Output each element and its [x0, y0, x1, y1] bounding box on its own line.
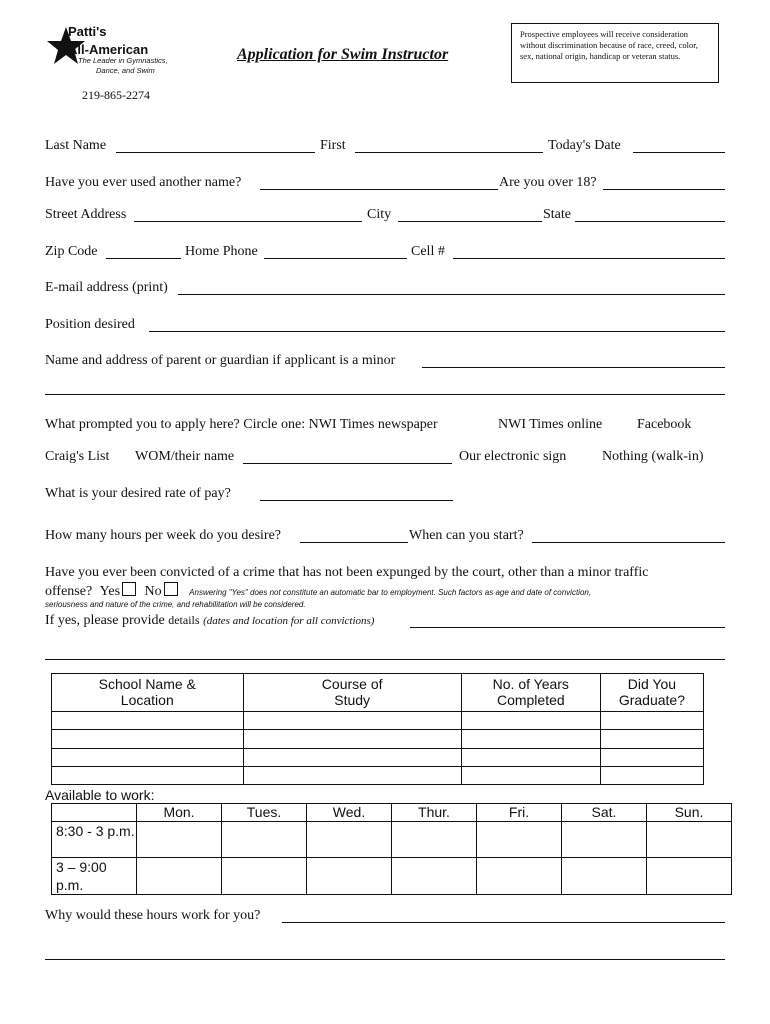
table-cell[interactable]	[243, 767, 461, 785]
no-checkbox[interactable]	[164, 582, 178, 596]
table-cell[interactable]	[52, 767, 244, 785]
why-hours-input[interactable]	[282, 922, 725, 923]
logo-name-line1: Patti's	[68, 24, 107, 39]
table-cell[interactable]	[307, 858, 392, 895]
day-header-wed: Wed.	[307, 804, 392, 822]
table-cell[interactable]	[392, 858, 477, 895]
todays-date-label: Today's Date	[548, 138, 621, 153]
school-header-graduate: Did You Graduate?	[600, 674, 703, 712]
zip-label: Zip Code	[45, 244, 98, 259]
table-cell[interactable]	[600, 712, 703, 730]
start-input[interactable]	[532, 542, 725, 543]
prompted-option-craigslist[interactable]: Craig's List	[45, 449, 110, 464]
table-cell[interactable]	[562, 822, 647, 858]
guardian-input-line2[interactable]	[45, 394, 725, 395]
no-label: No	[144, 584, 162, 599]
table-cell[interactable]	[461, 712, 600, 730]
logo-tagline-2: Dance, and Swim	[96, 66, 155, 75]
details-word: details	[168, 613, 200, 627]
day-header-thu: Thur.	[392, 804, 477, 822]
todays-date-input[interactable]	[633, 152, 725, 153]
zip-input[interactable]	[106, 258, 181, 259]
over-18-input[interactable]	[603, 189, 725, 190]
table-cell[interactable]	[600, 730, 703, 749]
last-name-input[interactable]	[116, 152, 315, 153]
over-18-label: Are you over 18?	[499, 175, 597, 190]
table-cell[interactable]	[461, 749, 600, 767]
why-hours-input-line2[interactable]	[45, 959, 725, 960]
table-row	[52, 730, 704, 749]
page-title: Application for Swim Instructor	[237, 46, 449, 63]
email-label: E-mail address (print)	[45, 280, 168, 295]
table-cell[interactable]	[461, 767, 600, 785]
day-header-fri: Fri.	[477, 804, 562, 822]
other-name-label: Have you ever used another name?	[45, 175, 242, 190]
crime-question: Have you ever been convicted of a crime that has not been expunged by the court, other than a minor traffic	[45, 565, 649, 580]
yes-checkbox[interactable]	[122, 582, 136, 596]
table-cell[interactable]	[600, 767, 703, 785]
slot-label-evening: 3 – 9:00 p.m.	[52, 858, 137, 895]
email-input[interactable]	[178, 294, 725, 295]
crime-details-input[interactable]	[410, 627, 725, 628]
city-input[interactable]	[398, 221, 542, 222]
table-cell[interactable]	[243, 712, 461, 730]
day-header-mon: Mon.	[137, 804, 222, 822]
start-label: When can you start?	[409, 528, 524, 543]
guardian-label: Name and address of parent or guardian if applicant is a minor	[45, 353, 396, 368]
table-row	[52, 749, 704, 767]
hours-input[interactable]	[300, 542, 408, 543]
table-cell[interactable]	[647, 822, 732, 858]
prompted-option-facebook[interactable]: Facebook	[637, 417, 692, 432]
details-note: (dates and location for all convictions)	[203, 615, 375, 627]
table-cell[interactable]	[562, 858, 647, 895]
table-row	[52, 858, 732, 895]
table-cell[interactable]	[647, 858, 732, 895]
crime-details-input-line2[interactable]	[45, 659, 725, 660]
details-text: If yes, please provide	[45, 613, 165, 628]
home-phone-label: Home Phone	[185, 244, 258, 259]
non-discrimination-notice: Prospective employees will receive consideration without discrimination because of race, creed, color, sex, national origin, handicap or veteran status.	[511, 23, 719, 83]
crime-disclaimer-2: seriousness and nature of the crime, and rehabilitation will be considered.	[45, 600, 306, 609]
table-cell[interactable]	[477, 858, 562, 895]
pay-label: What is your desired rate of pay?	[45, 486, 231, 501]
hours-label: How many hours per week do you desire?	[45, 528, 281, 543]
home-phone-input[interactable]	[264, 258, 407, 259]
prompted-option-electronic-sign[interactable]: Our electronic sign	[459, 449, 567, 464]
table-row	[52, 712, 704, 730]
offense-label: offense?	[45, 584, 93, 599]
table-cell[interactable]	[243, 730, 461, 749]
why-hours-label: Why would these hours work for you?	[45, 908, 261, 923]
city-label: City	[367, 207, 392, 222]
first-name-input[interactable]	[355, 152, 543, 153]
table-cell[interactable]	[307, 822, 392, 858]
availability-table	[51, 803, 732, 895]
table-cell[interactable]	[52, 730, 244, 749]
table-cell[interactable]	[600, 749, 703, 767]
prompted-option-wom[interactable]: WOM/their name	[135, 449, 235, 464]
crime-disclaimer-1: Answering "Yes" does not constitute an automatic bar to employment. Such factors as age and date of conviction,	[189, 588, 592, 597]
crime-details-label	[45, 613, 374, 629]
day-header-sat: Sat.	[562, 804, 647, 822]
table-row	[52, 767, 704, 785]
cell-input[interactable]	[453, 258, 725, 259]
table-cell[interactable]	[477, 822, 562, 858]
table-cell[interactable]	[222, 822, 307, 858]
table-cell[interactable]	[137, 822, 222, 858]
school-header-years: No. of Years Completed	[461, 674, 600, 712]
school-table	[51, 673, 704, 785]
street-label: Street Address	[45, 207, 127, 222]
day-header-tue: Tues.	[222, 804, 307, 822]
crime-answer-row	[45, 582, 591, 600]
position-input[interactable]	[149, 331, 725, 332]
day-header-sun: Sun.	[647, 804, 732, 822]
pay-input[interactable]	[260, 500, 453, 501]
table-cell[interactable]	[392, 822, 477, 858]
logo	[44, 24, 194, 80]
slot-label-morning: 8:30 - 3 p.m.	[52, 822, 137, 858]
guardian-input[interactable]	[422, 367, 725, 368]
cell-label: Cell #	[411, 244, 445, 259]
table-cell[interactable]	[243, 749, 461, 767]
availability-corner	[52, 804, 137, 822]
table-cell[interactable]	[52, 712, 244, 730]
other-name-input[interactable]	[260, 189, 498, 190]
table-cell[interactable]	[222, 858, 307, 895]
school-header-name: School Name & Location	[52, 674, 244, 712]
prompted-option-walk-in[interactable]: Nothing (walk-in)	[602, 449, 704, 464]
table-cell[interactable]	[52, 749, 244, 767]
school-header-course: Course of Study	[243, 674, 461, 712]
last-name-label: Last Name	[45, 138, 107, 153]
state-input[interactable]	[575, 221, 725, 222]
prompted-question: What prompted you to apply here? Circle one: NWI Times newspaper	[45, 417, 438, 432]
table-row	[52, 822, 732, 858]
availability-label: Available to work:	[45, 787, 155, 803]
prompted-option-nwi-online[interactable]: NWI Times online	[498, 417, 603, 432]
wom-name-input[interactable]	[243, 463, 452, 464]
logo-tagline-1: The Leader in Gymnastics,	[78, 56, 168, 65]
yes-label: Yes	[99, 584, 121, 599]
first-name-label: First	[320, 138, 346, 153]
table-cell[interactable]	[137, 858, 222, 895]
table-cell[interactable]	[461, 730, 600, 749]
logo-name-line2: All-American	[68, 42, 149, 57]
state-label: State	[543, 207, 571, 222]
phone-number: 219-865-2274	[82, 88, 150, 102]
street-input[interactable]	[134, 221, 362, 222]
position-label: Position desired	[45, 317, 135, 332]
